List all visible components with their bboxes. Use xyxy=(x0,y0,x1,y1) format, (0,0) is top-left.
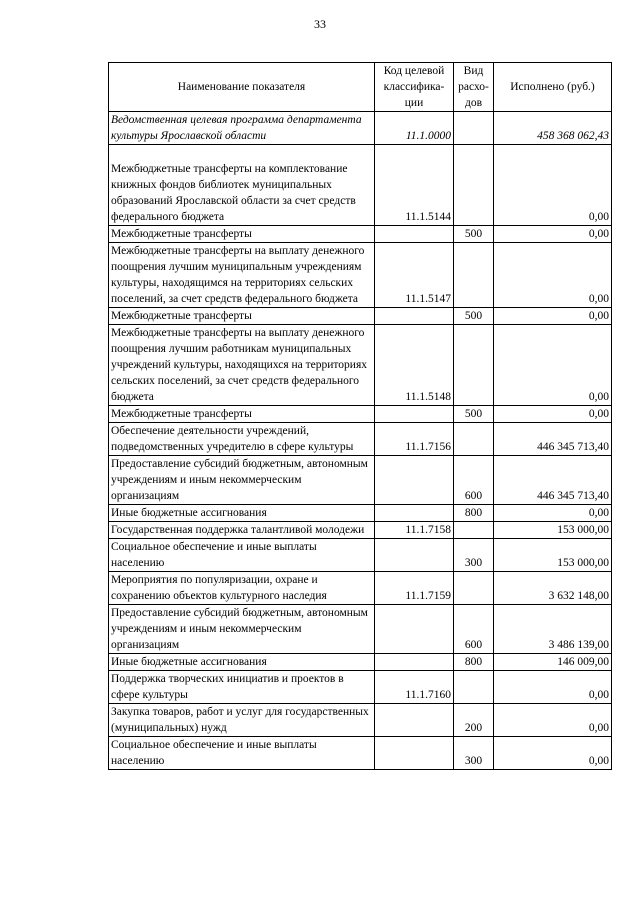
cell-amount: 446 345 713,40 xyxy=(494,423,612,456)
cell-name: Государственная поддержка талантливой молодежи xyxy=(109,522,375,539)
cell-code xyxy=(375,539,454,572)
cell-amount: 153 000,00 xyxy=(494,539,612,572)
cell-name: Иные бюджетные ассигнования xyxy=(109,654,375,671)
cell-kind xyxy=(454,572,494,605)
cell-name: Мероприятия по популяризации, охране и сохранению объектов культурного наследия xyxy=(109,572,375,605)
cell-name: Межбюджетные трансферты xyxy=(109,308,375,325)
cell-name: Закупка товаров, работ и услуг для государственных (муниципальных) нужд xyxy=(109,704,375,737)
cell-name: Межбюджетные трансферты на комплектование книжных фондов библиотек муниципальных образований Ярославской области за счет средств федерального бюджета xyxy=(109,145,375,226)
table-row xyxy=(109,654,612,671)
cell-kind: 600 xyxy=(454,605,494,654)
cell-name: Предоставление субсидий бюджетным, автономным учреждениям и иным некоммерческим организациям xyxy=(109,605,375,654)
cell-kind xyxy=(454,671,494,704)
table-row xyxy=(109,406,612,423)
cell-code: 11.1.5148 xyxy=(375,325,454,406)
table-row xyxy=(109,605,612,654)
cell-amount: 3 632 148,00 xyxy=(494,572,612,605)
table-row xyxy=(109,325,612,406)
cell-amount: 0,00 xyxy=(494,145,612,226)
cell-kind: 500 xyxy=(454,226,494,243)
cell-kind: 300 xyxy=(454,737,494,770)
table-row xyxy=(109,671,612,704)
cell-code xyxy=(375,737,454,770)
cell-code: 11.1.7156 xyxy=(375,423,454,456)
cell-code: 11.1.7160 xyxy=(375,671,454,704)
cell-amount: 0,00 xyxy=(494,406,612,423)
cell-name: Социальное обеспечение и иные выплаты населению xyxy=(109,737,375,770)
cell-name: Иные бюджетные ассигнования xyxy=(109,505,375,522)
table-row xyxy=(109,522,612,539)
table-row xyxy=(109,737,612,770)
cell-code xyxy=(375,308,454,325)
table-row xyxy=(109,505,612,522)
cell-amount: 0,00 xyxy=(494,308,612,325)
table-row xyxy=(109,308,612,325)
cell-kind xyxy=(454,243,494,308)
cell-amount: 0,00 xyxy=(494,671,612,704)
cell-kind: 800 xyxy=(454,654,494,671)
header-code: Код целевой классифика-ции xyxy=(375,63,454,112)
cell-code xyxy=(375,654,454,671)
cell-kind: 300 xyxy=(454,539,494,572)
cell-kind: 200 xyxy=(454,704,494,737)
header-kind: Вид расхо-дов xyxy=(454,63,494,112)
cell-code: 11.1.7159 xyxy=(375,572,454,605)
cell-amount: 0,00 xyxy=(494,704,612,737)
header-row xyxy=(109,63,612,112)
table-body xyxy=(109,112,612,770)
cell-amount: 458 368 062,43 xyxy=(494,112,612,145)
cell-kind xyxy=(454,522,494,539)
header-amount: Исполнено (руб.) xyxy=(494,63,612,112)
table-row xyxy=(109,145,612,226)
budget-table xyxy=(108,62,612,770)
cell-code xyxy=(375,704,454,737)
cell-kind: 600 xyxy=(454,456,494,505)
cell-name: Межбюджетные трансферты xyxy=(109,406,375,423)
cell-amount: 0,00 xyxy=(494,226,612,243)
cell-kind: 500 xyxy=(454,406,494,423)
cell-kind xyxy=(454,145,494,226)
cell-amount: 0,00 xyxy=(494,505,612,522)
cell-amount: 0,00 xyxy=(494,243,612,308)
table-row xyxy=(109,456,612,505)
cell-kind xyxy=(454,423,494,456)
cell-amount: 446 345 713,40 xyxy=(494,456,612,505)
table-row xyxy=(109,704,612,737)
table-row xyxy=(109,539,612,572)
cell-code xyxy=(375,505,454,522)
cell-kind: 500 xyxy=(454,308,494,325)
cell-code xyxy=(375,406,454,423)
cell-amount: 0,00 xyxy=(494,737,612,770)
cell-name: Межбюджетные трансферты на выплату денежного поощрения лучшим муниципальным учреждениям культуры, находящимся на территориях сельских поселений, за счет средств федерального бюджета xyxy=(109,243,375,308)
table-row xyxy=(109,423,612,456)
cell-kind xyxy=(454,325,494,406)
cell-amount: 0,00 xyxy=(494,325,612,406)
cell-code: 11.1.5144 xyxy=(375,145,454,226)
cell-kind xyxy=(454,112,494,145)
cell-code xyxy=(375,226,454,243)
cell-code xyxy=(375,605,454,654)
cell-name: Межбюджетные трансферты xyxy=(109,226,375,243)
table-row xyxy=(109,572,612,605)
header-name: Наименование показателя xyxy=(109,63,375,112)
cell-name: Поддержка творческих инициатив и проектов в сфере культуры xyxy=(109,671,375,704)
cell-name: Предоставление субсидий бюджетным, автономным учреждениям и иным некоммерческим организациям xyxy=(109,456,375,505)
cell-code xyxy=(375,456,454,505)
cell-kind: 800 xyxy=(454,505,494,522)
cell-code: 11.1.0000 xyxy=(375,112,454,145)
cell-amount: 153 000,00 xyxy=(494,522,612,539)
cell-name: Межбюджетные трансферты на выплату денежного поощрения лучшим работникам муниципальных учреждений культуры, находящихся на территориях сельских поселений, за счет средств федерального бюджета xyxy=(109,325,375,406)
cell-amount: 146 009,00 xyxy=(494,654,612,671)
page-number: 33 xyxy=(314,17,326,31)
cell-code: 11.1.7158 xyxy=(375,522,454,539)
cell-code: 11.1.5147 xyxy=(375,243,454,308)
cell-name: Социальное обеспечение и иные выплаты населению xyxy=(109,539,375,572)
table-row xyxy=(109,112,612,145)
cell-amount: 3 486 139,00 xyxy=(494,605,612,654)
cell-name: Ведомственная целевая программа департамента культуры Ярославской области xyxy=(109,112,375,145)
table-row xyxy=(109,243,612,308)
cell-name: Обеспечение деятельности учреждений, подведомственных учредителю в сфере культуры xyxy=(109,423,375,456)
table-row xyxy=(109,226,612,243)
